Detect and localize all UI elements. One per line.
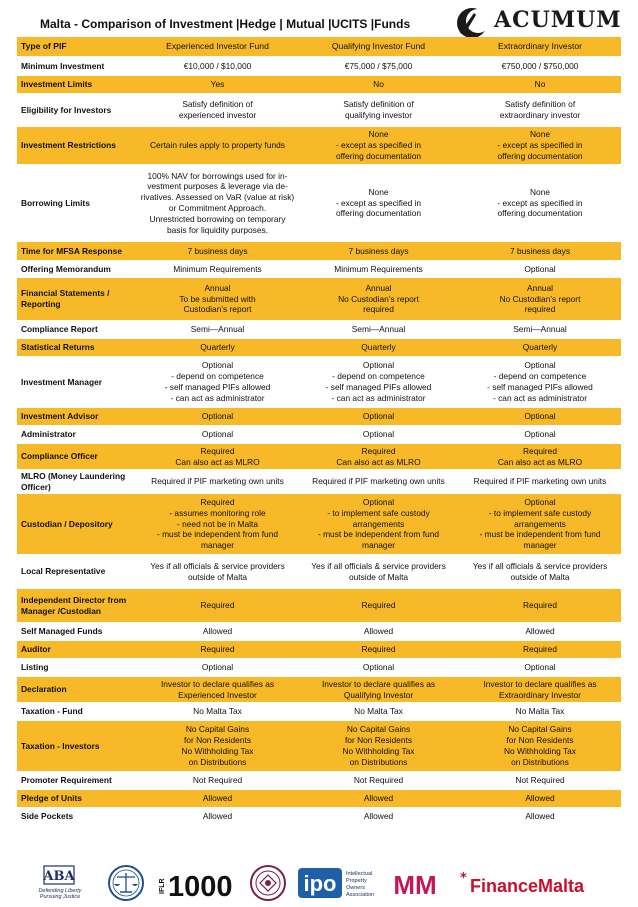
table-row — [17, 494, 621, 555]
footer-logos — [0, 864, 638, 903]
row-label: Pledge of Units — [17, 790, 137, 808]
row-value: Not Required — [137, 772, 298, 790]
row-value: €75,000 / $75,000 — [298, 57, 459, 76]
row-value: €750,000 / $750,000 — [459, 57, 621, 76]
row-value: Annual No Custodian’s report required — [459, 278, 621, 321]
row-value: Optional - depend on competence - self managed PIFs allowed - can act as administrator — [459, 357, 621, 408]
row-label: Eligibility for Investors — [17, 94, 137, 127]
table-row — [17, 659, 621, 677]
table-row — [17, 165, 621, 242]
table-row — [17, 555, 621, 589]
row-label: Compliance Officer — [17, 444, 137, 470]
row-value: Required if PIF marketing own units — [298, 470, 459, 494]
table-row — [17, 94, 621, 127]
row-label: Custodian / Depository — [17, 494, 137, 555]
row-value: Required if PIF marketing own units — [137, 470, 298, 494]
row-value: No Capital Gains for Non Residents No Withholding Tax on Distributions — [137, 721, 298, 772]
row-value: 7 business days — [137, 242, 298, 261]
table-row — [17, 772, 621, 790]
row-value: Allowed — [137, 808, 298, 825]
svg-text:Defending Liberty: Defending Liberty — [38, 888, 82, 894]
table-header-row — [17, 37, 621, 57]
row-value: Optional — [459, 261, 621, 278]
row-value: Allowed — [298, 790, 459, 808]
row-label: Self Managed Funds — [17, 623, 137, 641]
row-label: Offering Memorandum — [17, 261, 137, 278]
table-row — [17, 321, 621, 339]
row-value: Semi—Annual — [137, 321, 298, 339]
row-value: No — [298, 76, 459, 94]
svg-text:Pursuing Justice: Pursuing Justice — [39, 894, 81, 900]
row-value: Satisfy definition of qualifying investor — [298, 94, 459, 127]
row-value: 7 business days — [459, 242, 621, 261]
row-value: Required — [298, 641, 459, 659]
row-value: No Malta Tax — [298, 703, 459, 721]
row-value: Optional — [459, 408, 621, 426]
row-value: Required — [137, 589, 298, 623]
row-value: Semi—Annual — [459, 321, 621, 339]
table-row — [17, 261, 621, 278]
acumum-crescent-icon — [454, 7, 494, 39]
row-value: Required — [137, 641, 298, 659]
row-value: Yes — [137, 76, 298, 94]
row-value: Quarterly — [459, 339, 621, 357]
row-label: Side Pockets — [17, 808, 137, 825]
table-row — [17, 790, 621, 808]
row-value: Optional — [459, 659, 621, 677]
iflr-1000-logo — [156, 868, 238, 900]
row-value: None - except as specified in offering documentation — [459, 127, 621, 165]
row-value: Investor to declare qualifies as Qualifying Investor — [298, 677, 459, 703]
table-row — [17, 623, 621, 641]
row-value: Allowed — [459, 808, 621, 825]
iflr-logo-text: 1000 — [168, 871, 233, 900]
row-label: MLRO (Money Laundering Officer) — [17, 470, 137, 494]
row-label: Financial Statements / Reporting — [17, 278, 137, 321]
row-value: Allowed — [459, 623, 621, 641]
table-row — [17, 426, 621, 444]
row-value: Required — [459, 641, 621, 659]
row-value: None - except as specified in offering documentation — [459, 165, 621, 242]
row-label: Minimum Investment — [17, 57, 137, 76]
row-value: Optional - depend on competence - self managed PIFs allowed - can act as administrator — [137, 357, 298, 408]
acumum-logo-text: ACUMUM — [494, 7, 622, 33]
svg-text:Intellectual: Intellectual — [346, 871, 373, 877]
table-row — [17, 357, 621, 408]
header-cell-fund: Extraordinary Investor — [459, 37, 621, 57]
row-value: Semi—Annual — [298, 321, 459, 339]
financemalta-logo-text: FinanceMalta — [470, 876, 585, 896]
row-value: Certain rules apply to property funds — [137, 127, 298, 165]
row-value: Required if PIF marketing own units — [459, 470, 621, 494]
row-value: Yes if all officials & service providers outside of Malta — [459, 555, 621, 589]
ipo-logo-text: ipo — [303, 871, 337, 896]
row-value: Quarterly — [298, 339, 459, 357]
row-value: None - except as specified in offering documentation — [298, 165, 459, 242]
row-value: Optional - to implement safe custody arrangements - must be independent from fund manager — [459, 494, 621, 555]
row-label: Independent Director from Manager /Custodian — [17, 589, 137, 623]
table-row — [17, 127, 621, 165]
row-value: Allowed — [298, 808, 459, 825]
row-value: Satisfy definition of experienced investor — [137, 94, 298, 127]
row-value: Required — [459, 589, 621, 623]
row-value: Investor to declare qualifies as Experienced Investor — [137, 677, 298, 703]
row-value: Minimum Requirements — [298, 261, 459, 278]
row-value: Allowed — [137, 623, 298, 641]
row-value: Yes if all officials & service providers outside of Malta — [137, 555, 298, 589]
row-value: Annual To be submitted with Custodian’s report — [137, 278, 298, 321]
row-value: Required Can also act as MLRO — [298, 444, 459, 470]
table-row — [17, 808, 621, 825]
row-value: 100% NAV for borrowings used for in- vestment purposes & leverage via de- rivatives. Assessed on VaR (value at risk) or Commitment Approach. Unrestricted borrowing on temporary basis for liquidity purposes. — [137, 165, 298, 242]
row-value: No Malta Tax — [137, 703, 298, 721]
table-row — [17, 589, 621, 623]
table-row — [17, 278, 621, 321]
row-label: Declaration — [17, 677, 137, 703]
aba-logo — [36, 864, 98, 902]
row-label: Taxation - Fund — [17, 703, 137, 721]
row-value: Optional - to implement safe custody arrangements - must be independent from fund manager — [298, 494, 459, 555]
header-cell-type: Type of PIF — [17, 37, 137, 57]
mm-logo — [392, 868, 438, 900]
table-row — [17, 721, 621, 772]
page-title: Malta - Comparison of Investment |Hedge | Mutual |UCITS |Funds — [40, 17, 411, 31]
row-value: Required Can also act as MLRO — [459, 444, 621, 470]
row-value: Not Required — [298, 772, 459, 790]
row-label: Taxation - Investors — [17, 721, 137, 772]
row-value: €10,000 / $10,000 — [137, 57, 298, 76]
scales-of-justice-logo — [104, 864, 148, 902]
row-value: Investor to declare qualifies as Extraordinary Investor — [459, 677, 621, 703]
table-row — [17, 703, 621, 721]
aba-logo-text: ABA — [43, 869, 75, 884]
row-value: Yes if all officials & service providers outside of Malta — [298, 555, 459, 589]
financemalta-logo — [460, 868, 610, 898]
row-value: Minimum Requirements — [137, 261, 298, 278]
table-row — [17, 641, 621, 659]
header-cell-fund: Qualifying Investor Fund — [298, 37, 459, 57]
row-value: Satisfy definition of extraordinary investor — [459, 94, 621, 127]
row-value: Optional — [298, 426, 459, 444]
row-label: Local Representative — [17, 555, 137, 589]
page-header — [0, 0, 638, 40]
row-value: Required Can also act as MLRO — [137, 444, 298, 470]
svg-text:*: * — [460, 871, 467, 886]
table-row — [17, 444, 621, 470]
row-value: Optional — [137, 426, 298, 444]
row-label: Investment Manager — [17, 357, 137, 408]
row-label: Time for MFSA Response — [17, 242, 137, 261]
row-value: Allowed — [137, 790, 298, 808]
row-value: Optional — [298, 408, 459, 426]
bar-association-seal-logo — [246, 864, 290, 902]
table-row — [17, 339, 621, 357]
table-row — [17, 57, 621, 76]
comparison-table — [17, 37, 621, 825]
table-row — [17, 242, 621, 261]
row-label: Compliance Report — [17, 321, 137, 339]
table-row — [17, 76, 621, 94]
table-row — [17, 677, 621, 703]
row-value: No — [459, 76, 621, 94]
row-label: Listing — [17, 659, 137, 677]
row-value: Required — [298, 589, 459, 623]
mm-logo-text: MM — [393, 870, 437, 900]
iflr-logo-prefix: IFLR — [159, 878, 166, 894]
row-value: Annual No Custodian’s report required — [298, 278, 459, 321]
row-label: Auditor — [17, 641, 137, 659]
table-row — [17, 470, 621, 494]
svg-text:Owners: Owners — [346, 885, 365, 891]
row-value: None - except as specified in offering documentation — [298, 127, 459, 165]
row-value: No Capital Gains for Non Residents No Withholding Tax on Distributions — [298, 721, 459, 772]
row-value: Not Required — [459, 772, 621, 790]
row-label: Investment Limits — [17, 76, 137, 94]
row-value: 7 business days — [298, 242, 459, 261]
row-label: Investment Restrictions — [17, 127, 137, 165]
row-value: Optional — [459, 426, 621, 444]
row-value: Optional - depend on competence - self managed PIFs allowed - can act as administrator — [298, 357, 459, 408]
row-value: Allowed — [459, 790, 621, 808]
row-label: Statistical Returns — [17, 339, 137, 357]
ipo-logo — [298, 866, 388, 900]
row-value: Optional — [298, 659, 459, 677]
table-row — [17, 408, 621, 426]
row-value: Quarterly — [137, 339, 298, 357]
row-value: Optional — [137, 408, 298, 426]
row-label: Investment Advisor — [17, 408, 137, 426]
row-value: Required - assumes monitoring role - need not be in Malta - must be independent from fund manager — [137, 494, 298, 555]
header-cell-fund: Experienced Investor Fund — [137, 37, 298, 57]
row-value: Optional — [137, 659, 298, 677]
row-label: Borrowing Limits — [17, 165, 137, 242]
row-value: No Capital Gains for Non Residents No Withholding Tax on Distributions — [459, 721, 621, 772]
row-label: Promoter Requirement — [17, 772, 137, 790]
row-value: Allowed — [298, 623, 459, 641]
svg-text:Property: Property — [346, 878, 367, 884]
row-label: Administrator — [17, 426, 137, 444]
svg-text:Association: Association — [346, 892, 375, 898]
row-value: No Malta Tax — [459, 703, 621, 721]
acumum-logo — [454, 7, 622, 39]
